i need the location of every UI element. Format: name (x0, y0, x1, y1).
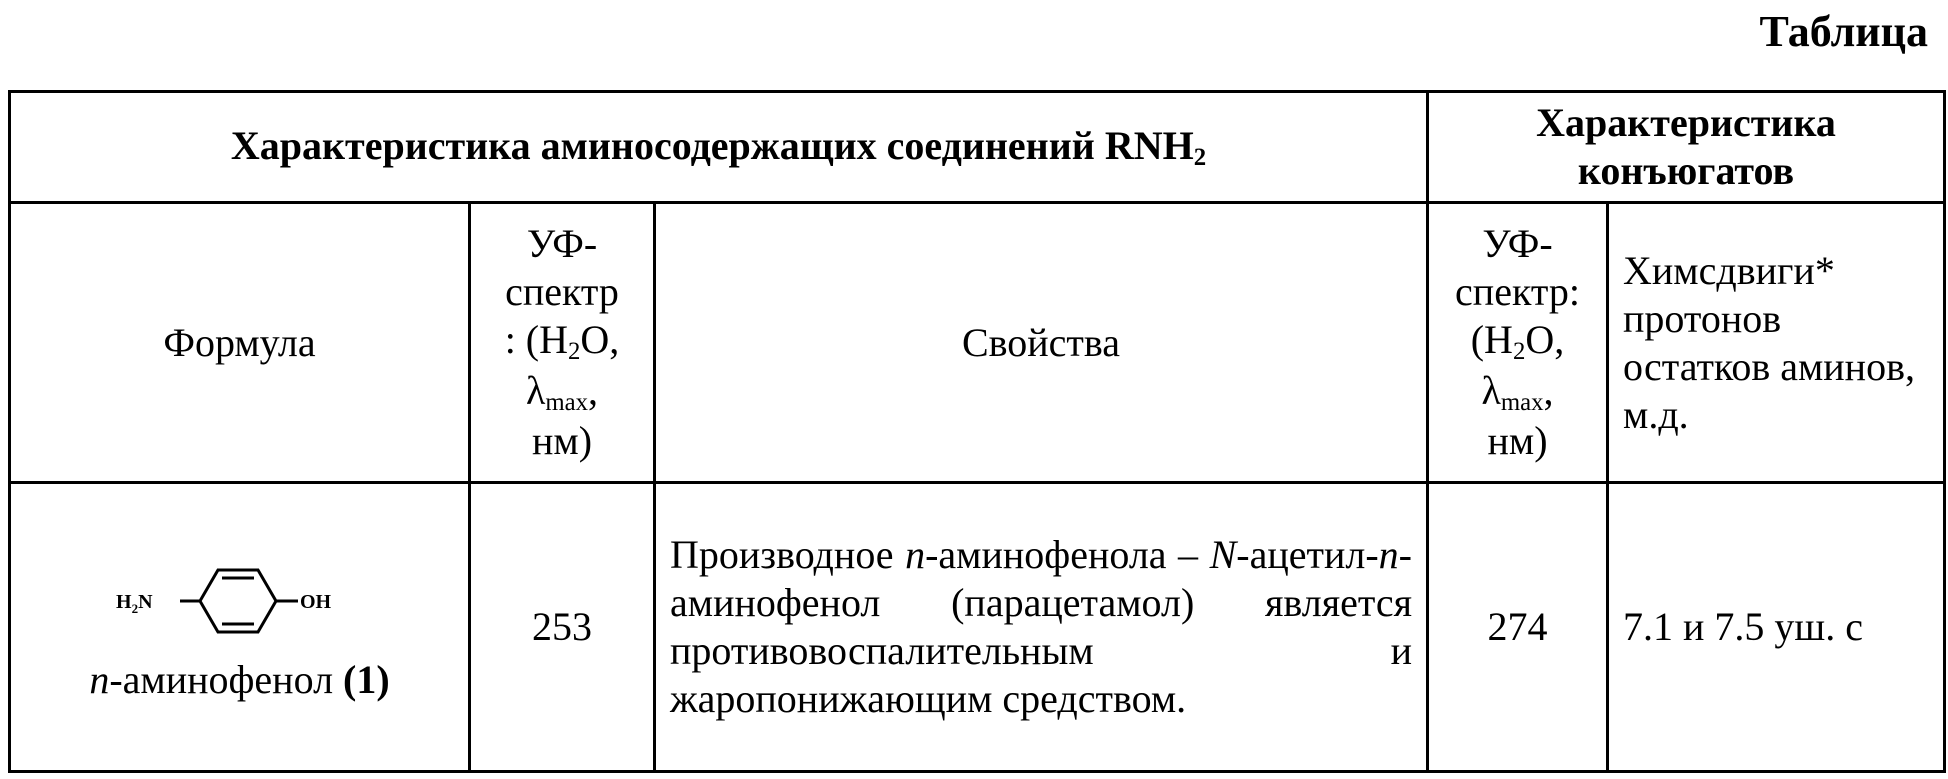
cell-uv-conjugate: 274 (1428, 483, 1608, 772)
table-row (10, 483, 1945, 772)
cell-formula: $H_2N$ OH n-аминофенол (1) (10, 483, 470, 772)
column-header-chemical-shifts: Химсдвиги* протонов остатков аминов, м.д. (1608, 203, 1945, 483)
cell-chemical-shifts: 7.1 и 7.5 уш. с (1608, 483, 1945, 772)
amine-group-label: $H_2N$ (115, 591, 153, 616)
column-header-uv-amine: УФ- спектр : ($H_2O$, $\lambda_{max}$, нм) (470, 203, 655, 483)
column-header-properties: Свойства (655, 203, 1428, 483)
column-header-uv-conjugate: УФ- спектр: ($H_2O$, $\lambda_{max}$, нм) (1428, 203, 1608, 483)
data-table (8, 90, 1946, 773)
hydroxyl-group-label: OH (299, 591, 331, 613)
header-amine-characteristics: Характеристика аминосодержащих соединений $RNH_2$ (10, 92, 1428, 203)
column-header-formula: Формула (10, 203, 470, 483)
para-aminophenol-structure (110, 550, 370, 650)
header-conjugate-characteristics: Характеристика конъюгатов (1428, 92, 1945, 203)
table-caption: Таблица (1759, 7, 1928, 56)
cell-uv-amine: 253 (470, 483, 655, 772)
cell-properties: Производное n-аминофенола – N-ацетил-n-аминофенол (парацетамол) является противовоспалительным и жаропонижающим средством. (655, 483, 1428, 772)
